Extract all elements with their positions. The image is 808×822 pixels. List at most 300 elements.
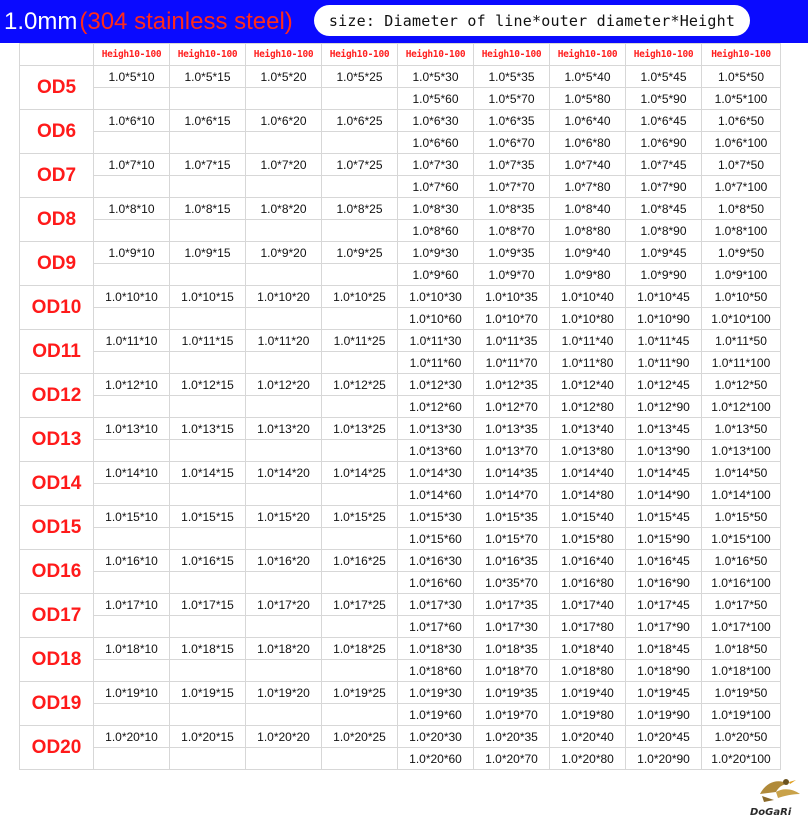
material-label: (304 stainless steel): [79, 7, 293, 35]
spec-cell: 1.0*14*15: [170, 462, 246, 484]
table-row: [20, 660, 781, 682]
spec-cell: 1.0*16*50: [702, 550, 781, 572]
spec-cell: 1.0*18*60: [398, 660, 474, 682]
spec-cell: 1.0*9*15: [170, 242, 246, 264]
spec-cell: 1.0*15*15: [170, 506, 246, 528]
spec-cell: 1.0*8*30: [398, 198, 474, 220]
spec-cell: 1.0*20*90: [626, 748, 702, 770]
spec-cell: 1.0*6*60: [398, 132, 474, 154]
spec-cell: 1.0*14*40: [550, 462, 626, 484]
empty-cell: [94, 440, 170, 462]
spec-cell: 1.0*14*35: [474, 462, 550, 484]
empty-cell: [170, 484, 246, 506]
spec-cell: 1.0*18*70: [474, 660, 550, 682]
empty-cell: [170, 220, 246, 242]
spec-cell: 1.0*7*50: [702, 154, 781, 176]
spec-cell: 1.0*19*50: [702, 682, 781, 704]
spec-cell: 1.0*16*80: [550, 572, 626, 594]
empty-cell: [94, 572, 170, 594]
empty-cell: [246, 440, 322, 462]
empty-cell: [170, 132, 246, 154]
spec-cell: 1.0*9*70: [474, 264, 550, 286]
spec-cell: 1.0*15*50: [702, 506, 781, 528]
od-label: OD8: [20, 198, 94, 242]
empty-cell: [170, 572, 246, 594]
spec-cell: 1.0*12*45: [626, 374, 702, 396]
column-header: Heigh10-100: [170, 44, 246, 66]
spec-cell: 1.0*10*10: [94, 286, 170, 308]
spec-cell: 1.0*18*30: [398, 638, 474, 660]
table-row: [20, 396, 781, 418]
wire-size-label: 1.0mm: [4, 7, 78, 35]
spec-cell: 1.0*18*35: [474, 638, 550, 660]
column-header: Heigh10-100: [322, 44, 398, 66]
spec-cell: 1.0*5*70: [474, 88, 550, 110]
spec-cell: 1.0*11*10: [94, 330, 170, 352]
spec-cell: 1.0*16*90: [626, 572, 702, 594]
od-label: OD20: [20, 726, 94, 770]
spec-cell: 1.0*14*20: [246, 462, 322, 484]
spec-cell: 1.0*5*60: [398, 88, 474, 110]
spec-cell: 1.0*7*20: [246, 154, 322, 176]
spec-cell: 1.0*12*25: [322, 374, 398, 396]
spec-cell: 1.0*19*15: [170, 682, 246, 704]
spec-cell: 1.0*5*15: [170, 66, 246, 88]
od-label: OD15: [20, 506, 94, 550]
spec-cell: 1.0*9*30: [398, 242, 474, 264]
spec-cell: 1.0*8*80: [550, 220, 626, 242]
empty-cell: [170, 264, 246, 286]
empty-cell: [322, 220, 398, 242]
od-label: OD16: [20, 550, 94, 594]
empty-cell: [94, 88, 170, 110]
spec-cell: 1.0*7*30: [398, 154, 474, 176]
spec-cell: 1.0*12*15: [170, 374, 246, 396]
spec-cell: 1.0*16*30: [398, 550, 474, 572]
spec-cell: 1.0*12*35: [474, 374, 550, 396]
empty-cell: [94, 616, 170, 638]
spec-cell: 1.0*6*15: [170, 110, 246, 132]
empty-cell: [246, 308, 322, 330]
spec-cell: 1.0*12*50: [702, 374, 781, 396]
spec-cell: 1.0*7*40: [550, 154, 626, 176]
spec-cell: 1.0*13*70: [474, 440, 550, 462]
column-header: Heigh10-100: [94, 44, 170, 66]
spec-cell: 1.0*15*30: [398, 506, 474, 528]
spec-cell: 1.0*13*80: [550, 440, 626, 462]
spec-cell: 1.0*13*100: [702, 440, 781, 462]
table-row: [20, 638, 781, 660]
spec-cell: 1.0*9*80: [550, 264, 626, 286]
od-label: OD19: [20, 682, 94, 726]
spec-cell: 1.0*12*40: [550, 374, 626, 396]
spec-cell: 1.0*19*20: [246, 682, 322, 704]
empty-cell: [246, 352, 322, 374]
table-row: [20, 286, 781, 308]
spec-cell: 1.0*8*100: [702, 220, 781, 242]
spec-cell: 1.0*20*35: [474, 726, 550, 748]
spec-cell: 1.0*15*40: [550, 506, 626, 528]
empty-cell: [322, 572, 398, 594]
spec-cell: 1.0*7*25: [322, 154, 398, 176]
spec-cell: 1.0*11*50: [702, 330, 781, 352]
empty-cell: [170, 88, 246, 110]
spec-cell: 1.0*12*30: [398, 374, 474, 396]
spec-cell: 1.0*20*80: [550, 748, 626, 770]
spec-cell: 1.0*9*50: [702, 242, 781, 264]
spec-cell: 1.0*13*60: [398, 440, 474, 462]
spec-cell: 1.0*11*30: [398, 330, 474, 352]
empty-cell: [170, 704, 246, 726]
spec-cell: 1.0*15*70: [474, 528, 550, 550]
spec-cell: 1.0*16*25: [322, 550, 398, 572]
banner-title: [4, 8, 293, 36]
spec-cell: 1.0*17*35: [474, 594, 550, 616]
spec-cell: 1.0*17*90: [626, 616, 702, 638]
spec-cell: 1.0*6*20: [246, 110, 322, 132]
spec-cell: 1.0*10*100: [702, 308, 781, 330]
spec-cell: 1.0*18*80: [550, 660, 626, 682]
table-row: [20, 220, 781, 242]
spec-cell: 1.0*19*25: [322, 682, 398, 704]
table-row: [20, 132, 781, 154]
spec-cell: 1.0*6*25: [322, 110, 398, 132]
spec-cell: 1.0*7*60: [398, 176, 474, 198]
table-row: [20, 176, 781, 198]
spec-cell: 1.0*7*45: [626, 154, 702, 176]
table-row: [20, 110, 781, 132]
spec-cell: 1.0*12*90: [626, 396, 702, 418]
spec-cell: 1.0*11*90: [626, 352, 702, 374]
spec-cell: 1.0*17*15: [170, 594, 246, 616]
od-label: OD12: [20, 374, 94, 418]
spec-cell: 1.0*13*25: [322, 418, 398, 440]
spec-cell: 1.0*16*10: [94, 550, 170, 572]
spec-cell: 1.0*18*90: [626, 660, 702, 682]
spec-cell: 1.0*10*15: [170, 286, 246, 308]
empty-cell: [94, 352, 170, 374]
spec-cell: 1.0*13*45: [626, 418, 702, 440]
spec-cell: 1.0*20*40: [550, 726, 626, 748]
spec-cell: 1.0*6*50: [702, 110, 781, 132]
empty-cell: [322, 88, 398, 110]
spec-cell: 1.0*7*90: [626, 176, 702, 198]
empty-cell: [94, 748, 170, 770]
table-row: [20, 374, 781, 396]
empty-cell: [170, 308, 246, 330]
spec-cell: 1.0*11*40: [550, 330, 626, 352]
empty-cell: [246, 132, 322, 154]
bird-icon: [752, 772, 808, 806]
empty-cell: [322, 748, 398, 770]
spec-cell: 1.0*8*15: [170, 198, 246, 220]
brand-logo: [748, 772, 806, 818]
empty-cell: [246, 264, 322, 286]
spec-cell: 1.0*20*10: [94, 726, 170, 748]
empty-cell: [246, 528, 322, 550]
spec-cell: 1.0*15*80: [550, 528, 626, 550]
spec-cell: 1.0*8*35: [474, 198, 550, 220]
spec-cell: 1.0*10*20: [246, 286, 322, 308]
spec-cell: 1.0*18*50: [702, 638, 781, 660]
table-row: [20, 418, 781, 440]
spec-cell: 1.0*6*30: [398, 110, 474, 132]
table-row: [20, 88, 781, 110]
table-row: [20, 748, 781, 770]
spec-cell: 1.0*8*10: [94, 198, 170, 220]
spec-cell: 1.0*14*10: [94, 462, 170, 484]
spec-cell: 1.0*16*40: [550, 550, 626, 572]
spec-cell: 1.0*14*25: [322, 462, 398, 484]
empty-cell: [94, 176, 170, 198]
spec-cell: 1.0*15*35: [474, 506, 550, 528]
spec-cell: 1.0*6*40: [550, 110, 626, 132]
spec-cell: 1.0*17*30: [474, 616, 550, 638]
table-row: [20, 550, 781, 572]
spec-cell: 1.0*8*25: [322, 198, 398, 220]
spec-cell: 1.0*10*40: [550, 286, 626, 308]
spec-cell: 1.0*15*25: [322, 506, 398, 528]
table-row: [20, 66, 781, 88]
spec-cell: 1.0*18*10: [94, 638, 170, 660]
spec-cell: 1.0*9*10: [94, 242, 170, 264]
empty-cell: [246, 572, 322, 594]
table-row: [20, 528, 781, 550]
spec-cell: 1.0*7*35: [474, 154, 550, 176]
empty-cell: [94, 528, 170, 550]
spec-cell: 1.0*8*20: [246, 198, 322, 220]
empty-cell: [94, 132, 170, 154]
spec-cell: 1.0*20*30: [398, 726, 474, 748]
spec-cell: 1.0*9*45: [626, 242, 702, 264]
spec-cell: 1.0*14*70: [474, 484, 550, 506]
empty-cell: [94, 704, 170, 726]
od-label: OD9: [20, 242, 94, 286]
od-label: OD17: [20, 594, 94, 638]
spec-cell: 1.0*13*10: [94, 418, 170, 440]
spec-cell: 1.0*11*20: [246, 330, 322, 352]
table-row: [20, 572, 781, 594]
empty-cell: [322, 352, 398, 374]
spec-cell: 1.0*9*100: [702, 264, 781, 286]
spec-cell: 1.0*7*15: [170, 154, 246, 176]
spec-cell: 1.0*12*10: [94, 374, 170, 396]
spec-cell: 1.0*18*40: [550, 638, 626, 660]
spec-cell: 1.0*9*90: [626, 264, 702, 286]
spec-cell: 1.0*10*50: [702, 286, 781, 308]
table-row: [20, 594, 781, 616]
table-row: [20, 440, 781, 462]
spec-cell: 1.0*19*60: [398, 704, 474, 726]
spec-cell: 1.0*8*50: [702, 198, 781, 220]
spec-cell: 1.0*5*35: [474, 66, 550, 88]
spec-cell: 1.0*7*100: [702, 176, 781, 198]
spec-cell: 1.0*17*25: [322, 594, 398, 616]
spec-cell: 1.0*18*20: [246, 638, 322, 660]
spec-cell: 1.0*15*10: [94, 506, 170, 528]
od-label: OD14: [20, 462, 94, 506]
spec-cell: 1.0*19*90: [626, 704, 702, 726]
table-row: [20, 154, 781, 176]
spec-cell: 1.0*16*20: [246, 550, 322, 572]
table-row: [20, 616, 781, 638]
spec-cell: 1.0*7*70: [474, 176, 550, 198]
empty-cell: [170, 748, 246, 770]
spec-cell: 1.0*9*20: [246, 242, 322, 264]
table-row: [20, 242, 781, 264]
spec-cell: 1.0*11*70: [474, 352, 550, 374]
table-row: [20, 352, 781, 374]
table-row: [20, 726, 781, 748]
spec-cell: 1.0*5*80: [550, 88, 626, 110]
spec-cell: 1.0*19*10: [94, 682, 170, 704]
spec-cell: 1.0*16*35: [474, 550, 550, 572]
spec-cell: 1.0*8*90: [626, 220, 702, 242]
empty-cell: [246, 616, 322, 638]
spec-cell: 1.0*5*50: [702, 66, 781, 88]
spec-table-body: [20, 66, 781, 770]
spec-cell: 1.0*14*60: [398, 484, 474, 506]
empty-cell: [246, 176, 322, 198]
spec-cell: 1.0*16*15: [170, 550, 246, 572]
spec-cell: 1.0*20*70: [474, 748, 550, 770]
column-header: Heigh10-100: [702, 44, 781, 66]
spec-cell: 1.0*11*100: [702, 352, 781, 374]
spec-cell: 1.0*17*30: [398, 594, 474, 616]
spec-cell: 1.0*13*50: [702, 418, 781, 440]
spec-cell: 1.0*19*80: [550, 704, 626, 726]
empty-cell: [246, 704, 322, 726]
spec-cell: 1.0*10*45: [626, 286, 702, 308]
spec-cell: 1.0*19*70: [474, 704, 550, 726]
spec-cell: 1.0*17*20: [246, 594, 322, 616]
spec-cell: 1.0*14*50: [702, 462, 781, 484]
empty-cell: [322, 308, 398, 330]
empty-cell: [94, 220, 170, 242]
spec-cell: 1.0*7*10: [94, 154, 170, 176]
empty-cell: [322, 704, 398, 726]
spec-cell: 1.0*5*90: [626, 88, 702, 110]
empty-cell: [94, 484, 170, 506]
empty-cell: [322, 616, 398, 638]
spec-cell: 1.0*7*80: [550, 176, 626, 198]
column-header: Heigh10-100: [398, 44, 474, 66]
spec-cell: 1.0*6*70: [474, 132, 550, 154]
empty-cell: [94, 396, 170, 418]
spec-cell: 1.0*20*45: [626, 726, 702, 748]
spec-cell: 1.0*14*45: [626, 462, 702, 484]
spec-cell: 1.0*5*25: [322, 66, 398, 88]
spec-cell: 1.0*15*45: [626, 506, 702, 528]
spec-cell: 1.0*10*30: [398, 286, 474, 308]
spec-cell: 1.0*20*100: [702, 748, 781, 770]
spec-cell: 1.0*10*70: [474, 308, 550, 330]
spec-cell: 1.0*17*40: [550, 594, 626, 616]
spec-cell: 1.0*17*60: [398, 616, 474, 638]
spec-cell: 1.0*10*90: [626, 308, 702, 330]
spec-cell: 1.0*17*80: [550, 616, 626, 638]
spec-cell: 1.0*14*100: [702, 484, 781, 506]
spec-cell: 1.0*6*100: [702, 132, 781, 154]
empty-cell: [94, 308, 170, 330]
spec-cell: 1.0*8*45: [626, 198, 702, 220]
spec-cell: 1.0*17*10: [94, 594, 170, 616]
table-row: [20, 682, 781, 704]
spec-cell: 1.0*35*70: [474, 572, 550, 594]
table-row: [20, 308, 781, 330]
spec-cell: 1.0*13*35: [474, 418, 550, 440]
od-label: OD11: [20, 330, 94, 374]
spec-cell: 1.0*5*45: [626, 66, 702, 88]
od-label: OD10: [20, 286, 94, 330]
od-label: OD18: [20, 638, 94, 682]
spec-cell: 1.0*10*80: [550, 308, 626, 330]
spec-cell: 1.0*18*45: [626, 638, 702, 660]
empty-cell: [246, 660, 322, 682]
spec-cell: 1.0*20*60: [398, 748, 474, 770]
table-row: [20, 462, 781, 484]
od-label: OD13: [20, 418, 94, 462]
spec-cell: 1.0*17*50: [702, 594, 781, 616]
empty-cell: [322, 176, 398, 198]
spec-cell: 1.0*20*20: [246, 726, 322, 748]
spec-cell: 1.0*13*90: [626, 440, 702, 462]
spec-cell: 1.0*8*70: [474, 220, 550, 242]
spec-cell: 1.0*14*30: [398, 462, 474, 484]
spec-cell: 1.0*20*50: [702, 726, 781, 748]
empty-cell: [246, 748, 322, 770]
empty-cell: [94, 660, 170, 682]
spec-cell: 1.0*18*100: [702, 660, 781, 682]
spec-table: [19, 43, 781, 770]
empty-cell: [170, 440, 246, 462]
spec-cell: 1.0*6*10: [94, 110, 170, 132]
empty-cell: [322, 660, 398, 682]
spec-cell: 1.0*9*35: [474, 242, 550, 264]
spec-cell: 1.0*16*45: [626, 550, 702, 572]
header-row: [20, 44, 781, 66]
empty-cell: [170, 528, 246, 550]
size-format-note: size: Diameter of line*outer diameter*Height: [314, 5, 750, 36]
empty-cell: [246, 484, 322, 506]
table-row: [20, 264, 781, 286]
empty-cell: [246, 220, 322, 242]
empty-cell: [170, 660, 246, 682]
spec-cell: 1.0*17*45: [626, 594, 702, 616]
spec-cell: 1.0*12*70: [474, 396, 550, 418]
spec-cell: 1.0*15*90: [626, 528, 702, 550]
spec-cell: 1.0*11*15: [170, 330, 246, 352]
empty-cell: [322, 440, 398, 462]
table-row: [20, 484, 781, 506]
spec-cell: 1.0*19*40: [550, 682, 626, 704]
spec-cell: 1.0*6*35: [474, 110, 550, 132]
column-header: Heigh10-100: [474, 44, 550, 66]
empty-cell: [322, 528, 398, 550]
spec-cell: 1.0*10*60: [398, 308, 474, 330]
spec-cell: 1.0*11*35: [474, 330, 550, 352]
od-label: OD7: [20, 154, 94, 198]
table-row: [20, 330, 781, 352]
spec-cell: 1.0*9*25: [322, 242, 398, 264]
spec-cell: 1.0*20*15: [170, 726, 246, 748]
empty-cell: [170, 176, 246, 198]
spec-cell: 1.0*12*100: [702, 396, 781, 418]
spec-cell: 1.0*13*40: [550, 418, 626, 440]
spec-cell: 1.0*13*20: [246, 418, 322, 440]
spec-cell: 1.0*5*30: [398, 66, 474, 88]
od-label: OD6: [20, 110, 94, 154]
